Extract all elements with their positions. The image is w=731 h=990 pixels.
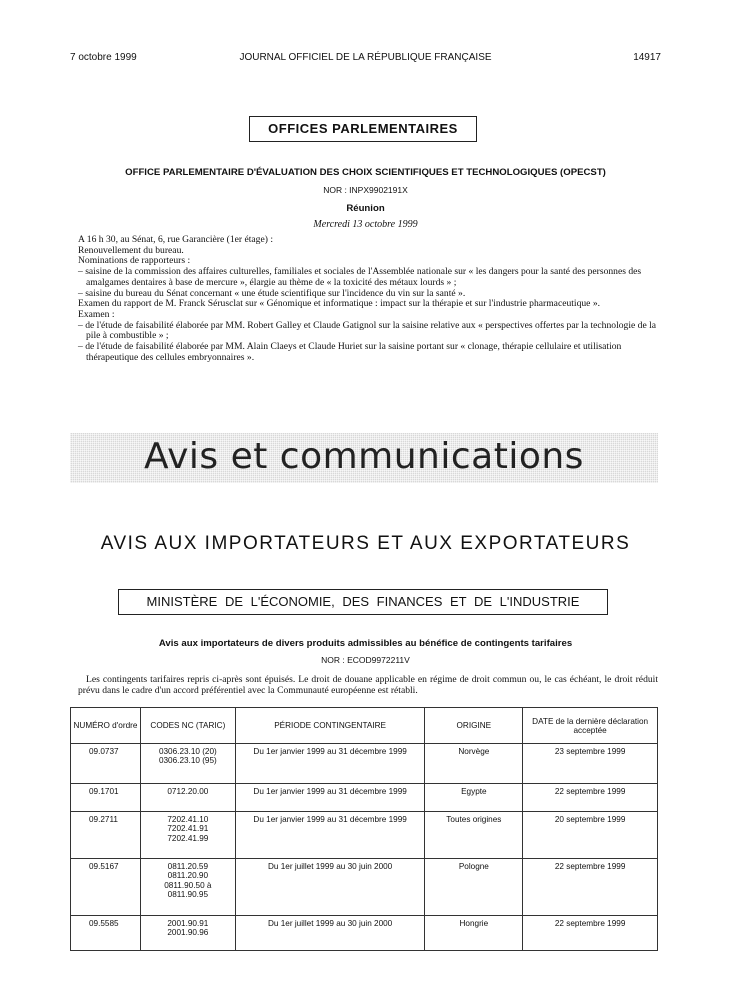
- cell-date: 23 septembre 1999: [523, 744, 658, 784]
- cell-origine: Hongrie: [425, 916, 523, 951]
- table-row: [71, 812, 658, 859]
- nor-reference-1: NOR : INPX9902191X: [323, 185, 408, 195]
- cell-origine: Toutes origines: [425, 812, 523, 859]
- col-date: DATE de la dernière déclaration acceptée: [523, 708, 658, 744]
- cell-numero: 09.5585: [71, 916, 141, 951]
- header-page-number: 14917: [633, 52, 661, 63]
- col-periode: PÉRIODE CONTINGENTAIRE: [235, 708, 425, 744]
- avis-banner: [70, 433, 658, 483]
- cell-origine: Egypte: [425, 784, 523, 812]
- cell-numero: 09.0737: [71, 744, 141, 784]
- table-row: [71, 784, 658, 812]
- section-title-offices: OFFICES PARLEMENTAIRES: [249, 116, 477, 142]
- cell-date: 20 septembre 1999: [523, 812, 658, 859]
- agenda-line: A 16 h 30, au Sénat, 6, rue Garancière (1er étage) :: [78, 234, 273, 245]
- cell-codes: [140, 744, 235, 784]
- agenda-line: Nominations de rapporteurs :: [78, 255, 191, 267]
- cell-numero: 09.5167: [71, 859, 141, 916]
- agenda-line: Renouvellement du bureau.: [78, 244, 184, 256]
- code: 0306.23.10 (20): [158, 747, 217, 756]
- cell-numero: 09.2711: [71, 812, 141, 859]
- office-name: OFFICE PARLEMENTAIRE D'ÉVALUATION DES CHOIX SCIENTIFIQUES ET TECHNOLOGIQUES (OPECST): [125, 167, 606, 178]
- cell-origine: Pologne: [425, 859, 523, 916]
- section-title-avis: AVIS AUX IMPORTATEURS ET AUX EXPORTATEURS: [100, 533, 631, 554]
- code: 7202.41.10: [167, 815, 209, 824]
- cell-codes: [140, 812, 235, 859]
- reunion-heading: Réunion: [346, 203, 385, 214]
- cell-date: 22 septembre 1999: [523, 784, 658, 812]
- cell-numero: 09.1701: [71, 784, 141, 812]
- code: 0811.20.59: [167, 862, 209, 871]
- code: 7202.41.91: [167, 824, 209, 834]
- code: 0811.90.95: [167, 890, 209, 900]
- code: 0811.90.50 à: [164, 880, 212, 890]
- cell-periode: Du 1er juillet 1999 au 30 juin 2000: [235, 916, 425, 951]
- cell-periode: Du 1er janvier 1999 au 31 décembre 1999: [235, 812, 425, 859]
- header-date: 7 octobre 1999: [70, 52, 137, 63]
- agenda-line: – saisine de la commission des affaires culturelles, familiales et sociales de l'Assemblée nationale sur « les dangers pour la santé des personnes des amalgames dentaires à base de mercure », élargie au thème de « la toxicité des métaux lourds » ;: [78, 266, 642, 288]
- code: 0811.20.90: [167, 871, 209, 881]
- col-numero: NUMÉRO d'ordre: [71, 708, 141, 744]
- cell-codes: [140, 916, 235, 951]
- code: 7202.41.99: [167, 833, 209, 843]
- nor-reference-2: NOR : ECOD9972211V: [321, 655, 410, 665]
- agenda-line: Examen :: [78, 308, 115, 320]
- cell-periode: Du 1er juillet 1999 au 30 juin 2000: [235, 859, 425, 916]
- cell-codes: [140, 784, 235, 812]
- col-codes: CODES NC (TARIC): [140, 708, 235, 744]
- code: 0306.23.10 (95): [158, 756, 217, 766]
- reunion-date: Mercredi 13 octobre 1999: [313, 219, 418, 230]
- contingents-table: [70, 707, 658, 951]
- cell-periode: Du 1er janvier 1999 au 31 décembre 1999: [235, 784, 425, 812]
- agenda-line: – de l'étude de faisabilité élaborée par MM. Alain Claeys et Claude Huriet sur la saisine portant sur « clonage, thérapie cellulaire et utilisation thérapeutique des cellules embryonnaires ».: [78, 341, 622, 363]
- banner-title: Avis et communications: [144, 436, 584, 477]
- cell-periode: Du 1er janvier 1999 au 31 décembre 1999: [235, 744, 425, 784]
- code: 2001.90.96: [167, 928, 209, 938]
- cell-date: 22 septembre 1999: [523, 859, 658, 916]
- agenda-line: – de l'étude de faisabilité élaborée par MM. Robert Galley et Claude Gatignol sur la saisine relative aux « perspectives offertes par la technologie de la pile à combustible » ;: [78, 319, 657, 342]
- table-header-row: [71, 708, 658, 744]
- table-row: [71, 916, 658, 951]
- notice-title: Avis aux importateurs de divers produits admissibles au bénéfice de contingents tarifaires: [158, 638, 573, 649]
- cell-origine: Norvège: [425, 744, 523, 784]
- col-origine: ORIGINE: [425, 708, 523, 744]
- code: 2001.90.91: [167, 919, 209, 928]
- code: 0712.20.00: [167, 787, 209, 796]
- header-journal: JOURNAL OFFICIEL DE LA RÉPUBLIQUE FRANÇAISE: [239, 52, 492, 63]
- cell-codes: [140, 859, 235, 916]
- table-row: [71, 744, 658, 784]
- agenda-text: [78, 235, 658, 363]
- agenda-line: – saisine du bureau du Sénat concernant « une étude scientifique sur l'incidence du vin sur la santé ».: [78, 287, 466, 299]
- notice-intro: Les contingents tarifaires repris ci-après sont épuisés. Le droit de douane applicable en régime de droit commun ou, le cas échéant, le droit réduit prévu dans le cadre d'un accord préférentiel avec la Communauté européenne est rétabli.: [78, 674, 658, 696]
- ministry-name: MINISTÈRE DE L'ÉCONOMIE, DES FINANCES ET DE L'INDUSTRIE: [118, 589, 608, 615]
- agenda-line: Examen du rapport de M. Franck Sérusclat sur « Génomique et informatique : impact sur la thérapie et sur l'industrie pharmaceutique ».: [78, 298, 601, 310]
- table-row: [71, 859, 658, 916]
- cell-date: 22 septembre 1999: [523, 916, 658, 951]
